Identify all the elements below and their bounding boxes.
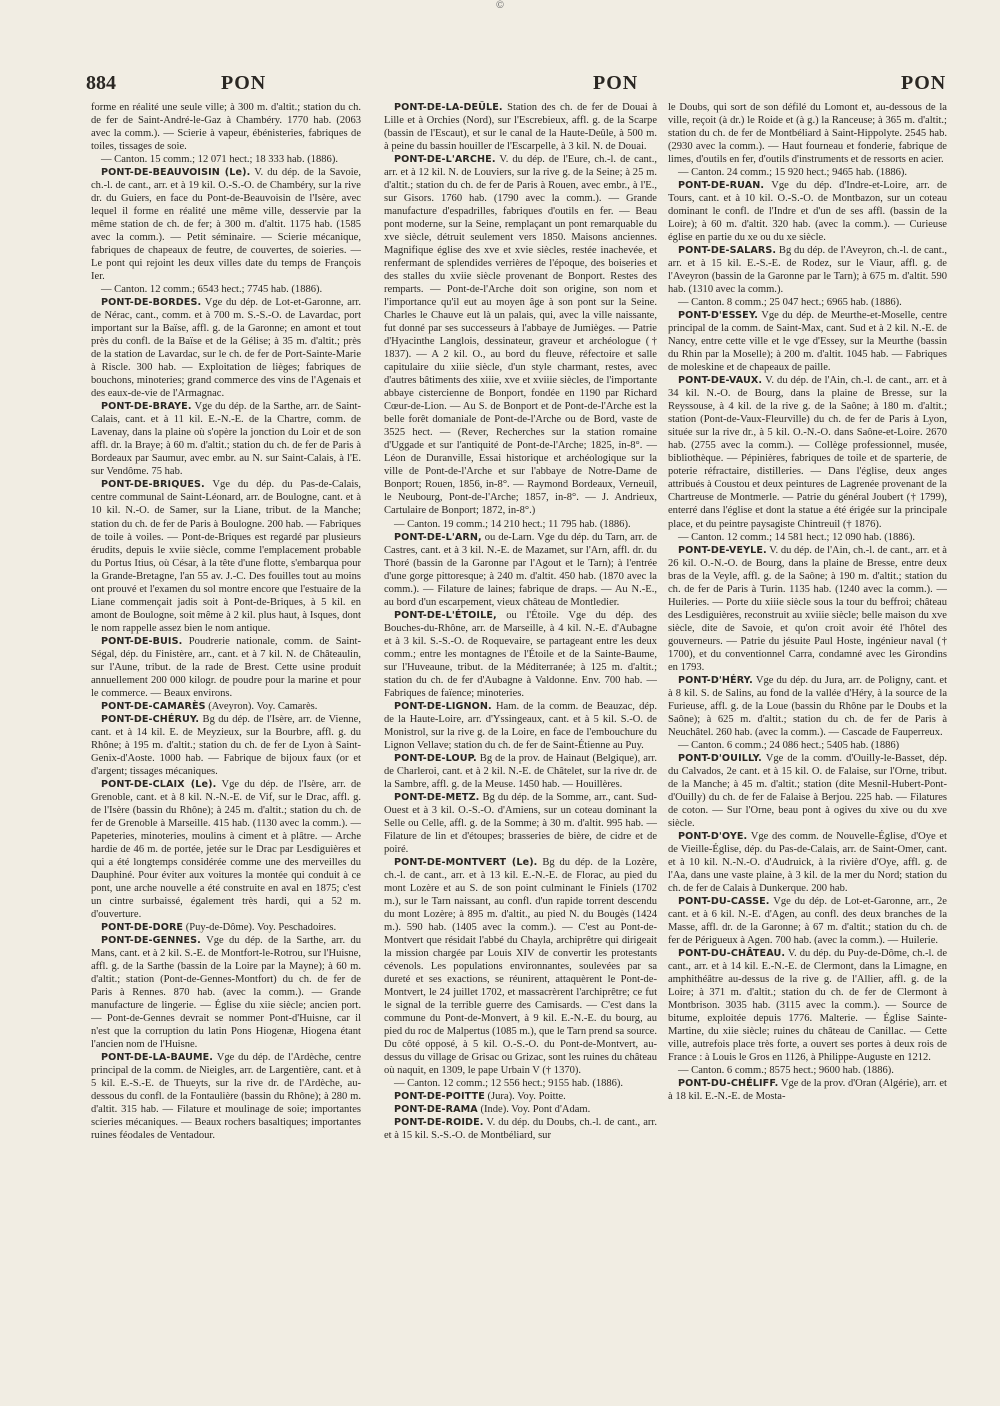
dictionary-entry (91, 296, 361, 400)
entry-text: V. du dép. de l'Ain, ch.-l. de cant., arr. et à 26 kil. O.-N.-O. de Bourg, dans la plaine de Bresse, entre deux bras de la Veyle, affl. g. de la Saône; à 190 m. d'altit.; station du ch. de fer de Paris à Turin. 1135 hab. (1240 avec la comm.). — Huileries. — Porte du xiiie siècle sous la tour du beffroi; château des Lesdiguières, reconstruit au xviiie siècle; belle maison du xve siècle, dite de Savoie, et qu'on croit avoir été l'hôtel des gouverneurs. — Patrie du jésuite Paul Hoste, ingénieur naval († 1700), et du conventionnel Carra, condamné avec les Girondins en 1793. (668, 544, 947, 673)
entry-headword: PONT-DE-VEYLE. (678, 544, 767, 556)
entry-headword: PONT-DE-METZ. (394, 791, 480, 803)
entry-text: Vge du dép. de Meurthe-et-Moselle, centre principal de la comm. de Saint-Max, cant. Sud et à 2 kil. N.-E. de Nancy, entre cette ville et le vge d'Essey, sur la Meurthe (bassin du Rhin par la Moselle); à 200 m. d'altit. 1045 hab. — Fabriques de moleskine et de chapeaux de paille. (668, 310, 947, 374)
entry-text: Vge des comm. de Nouvelle-Église, d'Oye et de Vieille-Église, dép. du Pas-de-Calais, arr. de Saint-Omer, cant. et à 10 kil. N.-N.-O. d'Audruick, à la rivière d'Oye, affl. g. de l'Aa, dans une vaste plaine, à 3 kil. de la mer du Nord; station du ch. de fer de Calais à Dunkerque. 200 hab. (668, 830, 947, 894)
top-mark: © (495, 0, 505, 11)
entry-headword: PONT-D'ESSEY. (678, 310, 759, 322)
entry-headword: PONT-DE-GENNES. (101, 935, 201, 946)
entry-headword: PONT-DE-BRIQUES. (101, 479, 205, 491)
dictionary-entry (91, 1051, 361, 1142)
entry-text: — Canton. 19 comm.; 14 210 hect.; 11 795 hab. (1886). (394, 518, 631, 530)
entry-text: ou l'Étoile. Vge du dép. des Bouches-du-Rhône, arr. de Marseille, à 4 kil. N.-E. d'Aubagne et à 3 kil. S.-S.-O. de Roquevaire, se partageant entre les deux comm.; entre les montagnes de l'Étoile et de la Sainte-Baume, sur l'Huveaune, tribut. de la Méditerranée; à 125 m. d'altit.; station du ch. de fer d'Aubagne à Valdonne. Env. 700 hab. — Fabriques de faïence; minoteries. (384, 609, 657, 699)
entry-text: Bg du dép. de l'Isère, arr. de Vienne, cant. et à 14 kil. E. de Meyzieux, sur la Bourbre, affl. g. du Rhône; à 195 m. d'altit.; station du ch. de fer de Lyon à Saint-Genix-d'Aoste. 1000 hab. — Fabrique de bijoux faux (or et d'argent; tissages mécaniques. (91, 713, 361, 777)
dictionary-entry (384, 609, 657, 700)
dictionary-entry (384, 791, 657, 856)
entry-text: Bg du dép. de la Lozère, ch.-l. de cant., arr. et à 13 kil. E.-N.-E. de Florac, au pied du mont Lozère et au S. de son point culminant le Finiels (1702 m.), sur le Tarn naissant, au confl. d'un rapide torrent descendu du mont Lozère; à 895 m. d'altit., au pied N. du Bougès (1424 m.). 590 hab. (1405 avec la comm.). — C'est au Pont-de-Montvert que résidait l'abbé du Chayla, archiprêtre qui dirigeait la mission chargée par Louis XIV de convertir les protestants cévenols. Les populations environnantes, soulevées par sa dureté et ses exactions, se réunirent, attaquèrent le Pont-de-Montvert, le 24 juillet 1702, et massacrèrent l'archiprêtre; ce fut le signal de la terrible guerre des Camisards. — C'est dans la commune du Pont-de-Monvert, à 9 kil. E.-N.-E. du bourg, au pied du roc de Malpertus (1085 m.), que le Tarn prend sa source. Du côté opposé, à 5 kil. O.-S.-O. du Pont-de-Montvert, au-dessus du village de Grisac ou Grizac, sont les ruines du château où naquit, en 1309, le pape Urbain V († 1370). (384, 856, 657, 1077)
entry-headword: PONT-DE-L'ARN, (394, 531, 482, 543)
entry-headword: PONT-DE-BORDES. (101, 297, 202, 309)
entry-text: Vge de la comm. d'Ouilly-le-Basset, dép. du Calvados, 2e cant. et à 15 kil. O. de Falaise, sur l'Orne, tribut. de la Manche; à 45 m. d'altit.; station (dite Mesnil-Hubert-Pont-d'Ouilly) du ch. de fer de Falaise à Berjou. 225 hab. — Filatures de coton. — Sur l'Orne, beau pont à ogives du xive ou du xve siècle. (668, 752, 947, 829)
dictionary-entry (384, 101, 657, 153)
entry-headword: PONT-DE-DORE (101, 921, 184, 933)
entry-text: Vge du dép. de la Sarthe, arr. du Mans, cant. et à 2 kil. S.-E. de Montfort-le-Rotrou, sur l'Huisne, affl. g. de la Sarthe (bassin de la Loire par la Mayne); à 60 m. d'altit.; station (Pont-de-Gennes-Montfort) du ch. de fer de Paris à Rennes. 870 hab. (avec la comm.). — Grande manufacture de lingerie. — Église du xiie siècle; ancien port. — Pont-de-Gennes devrait se nommer Pont-d'Huisne, car il n'est que la corruption du latin Pons Hiogenæ, Hiogena étant l'ancien nom de l'Huisne. (91, 935, 361, 1051)
entry-text: — Canton. 8 comm.; 25 047 hect.; 6965 hab. (1886). (678, 297, 902, 309)
dictionary-entry (91, 101, 361, 153)
entry-text: Bg de la prov. de Hainaut (Belgique), arr. de Charleroi, cant. et à 2 kil. N.-E. de Châtelet, sur la rive dr. de la Sambre, affl. g. de la Meuse. 1450 hab. — Houillères. (384, 752, 657, 790)
running-headword-right: PON (901, 72, 947, 94)
entry-text: Poudrerie nationale, comm. de Saint-Ségal, dép. du Finistère, arr., cant. et à 7 kil. N. de Châteaulin, sur l'Aune, tribut. de la rade de Brest. Cette usine produit annuellement 200 000 kilogr. de poudre pour la marine et pour le commerce. — Beaux environs. (91, 635, 361, 699)
dictionary-entry (91, 153, 361, 166)
entry-headword: PONT-DE-LIGNON. (394, 700, 492, 712)
dictionary-entry (384, 1116, 657, 1142)
entry-headword: PONT-DE-SALARS. (678, 245, 777, 257)
entry-text: (Inde). Voy. Pont d'Adam. (477, 1104, 591, 1116)
running-headword-left: PON (221, 72, 267, 94)
entry-text: Station des ch. de fer de Douai à Lille et à Orchies (Nord), sur l'Escrebieux, affl. g. de la Scarpe (bassin de l'Escaut), et sur le canal de la Haute-Deûle, à 500 m. à peine du bassin houiller de l'Escarpelle, à 3 kil. N. de Douai. (384, 102, 657, 153)
entry-text: (Aveyron). Voy. Camarès. (205, 700, 318, 712)
entry-text: — Canton. 15 comm.; 12 071 hect.; 18 333 hab. (1886). (101, 154, 338, 166)
entry-headword: PONT-DE-L'ÉTOILE, (394, 609, 497, 621)
entry-text: Vge du dép. du Jura, arr. de Poligny, cant. et à 8 kil. S. de Salins, au fond de la vallée d'Héry, à la source de la Furieuse, affl. g. de la Loue (bassin du Rhône par le Doubs et la Saône); à 625 m. d'altit.; station du ch. de fer de Paris à Neuchâtel. 260 hab. (avec la comm.). — Cascade de Fauperreux. (668, 674, 947, 738)
entry-headword: PONT-D'OUILLY. (678, 752, 762, 764)
entry-headword: PONT-DE-MONTVERT (Le). (394, 856, 538, 868)
entry-headword: PONT-DE-LA-DEÛLE. (394, 102, 503, 113)
entry-headword: PONT-DU-CASSE. (678, 895, 770, 907)
dictionary-entry (668, 531, 947, 544)
entry-text: forme en réalité une seule ville; à 300 m. d'altit.; station du ch. de fer de Saint-André-le-Gaz à Chambéry. 1770 hab. (2063 avec la comm.). — Scierie à vapeur, ébénisteries, fabriques de toiles, tissages de soie. (91, 102, 361, 153)
dictionary-entry (668, 309, 947, 374)
dictionary-entry (91, 778, 361, 921)
entry-headword: PONT-DE-BUIS. (101, 635, 183, 647)
dictionary-entry (91, 934, 361, 1051)
dictionary-entry (384, 752, 657, 791)
entry-text: Vge du dép. de Lot-et-Garonne, arr., 2e cant. et à 6 kil. N.-E. d'Agen, au confl. des deux branches de la Masse, affl. dr. de la Garonne; à 67 m. d'altit.; station du ch. de fer de Périgueux à Agen. 700 hab. (avec la comm.). — Huilerie. (668, 895, 947, 946)
dictionary-entry (668, 544, 947, 674)
entry-text: Vge du dép. du Pas-de-Calais, centre communal de Saint-Léonard, arr. de Boulogne, cant. et à 10 kil. N.-O. de Samer, sur la Liane, tribut. de la Manche; station du ch. de fer de Paris à Boulogne. 200 hab. — Fabriques de toile à voiles. — Pont-de-Briques est regardé par plusieurs érudits, depuis le xviie siècle, comme l'emplacement probable du Portus Itius, où César, à la tête d'une flotte, s'embarqua pour la Grande-Bretagne, l'an 55 av. J.-C. Des fouilles tout au moins ont prouvé et l'examen du sol montre encore que l'estuaire de la Liane commençait jadis soit à Pont-de-Briques, à 5 kil. en amont de Boulogne, soit même à 2 kil. plus haut, à Isques, dont le nom rappelle assez bien le nom antique. (91, 479, 361, 634)
entry-text: V. du dép. du Puy-de-Dôme, ch.-l. de cant., arr. et à 14 kil. E.-N.-E. de Clermont, dans la Limagne, en amphithéâtre au-dessus de la rive g. de l'Allier, affl. g. de la Loire; à 371 m. d'altit.; station du ch. de fer de Clermont à Montbrison. 3035 hab. (3115 avec la comm.). — Source de bitume, exploitée depuis 1776. Malterie. — Église Sainte-Martine, du xiie siècle; ruines du château de Canillac. — Cette ville, autrefois place très forte, a ouvert ses portes à deux rois de France : à Louis le Gros en 1126, à Philippe-Auguste en 1212. (668, 948, 947, 1064)
dictionary-entry (668, 166, 947, 179)
dictionary-entry (668, 179, 947, 244)
entry-headword: PONT-D'OYE. (678, 830, 748, 842)
dictionary-entry (668, 1064, 947, 1077)
entry-text: — Canton. 6 comm.; 24 086 hect.; 5405 hab. (1886) (678, 739, 900, 751)
dictionary-entry (668, 244, 947, 296)
entry-headword: PONT-DE-CAMARÈS (101, 700, 206, 712)
dictionary-entry (668, 895, 947, 947)
dictionary-entry (668, 101, 947, 166)
dictionary-entry (384, 1103, 657, 1116)
entry-text: Ham. de la comm. de Beauzac, dép. de la Haute-Loire, arr. d'Yssingeaux, cant. et à 5 kil. S.-O. de Monistrol, sur la rive g. de la Loire, en face de l'embouchure du Lignon Vellave; station du ch. de fer de Saint-Étienne au Puy. (384, 700, 657, 751)
entry-text: Bg du dép. de la Somme, arr., cant. Sud-Ouest et à 3 kil. O.-S.-O. d'Amiens, sur un coteau dominant la Selle ou Celle, affl. g. de la Somme; à 30 m. d'altit. 995 hab. — Filature de lin et d'étoupes; brasseries de bière, de cidre et de poiré. (384, 791, 657, 855)
entry-text: V. du dép. du Doubs, ch.-l. de cant., arr. et à 15 kil. S.-S.-O. de Montbéliard, sur (384, 1117, 657, 1142)
entry-headword: PONT-D'HÉRY. (678, 674, 753, 686)
entry-headword: PONT-DE-RUAN. (678, 180, 765, 192)
dictionary-entry (91, 478, 361, 634)
dictionary-entry (668, 752, 947, 830)
entry-headword: PONT-DE-RAMA (394, 1104, 478, 1116)
running-headword-center: PON (593, 72, 639, 94)
dictionary-entry (91, 400, 361, 478)
text-column-1 (91, 101, 361, 1391)
entry-text: — Canton. 12 comm.; 6543 hect.; 7745 hab. (1886). (101, 284, 323, 296)
running-header (86, 66, 960, 106)
dictionary-entry (668, 947, 947, 1064)
entry-text: V. du dép. de la Savoie, ch.-l. de cant., arr. et à 19 kil. O.-S.-O. de Chambéry, sur la rive dr. du Guiers, en face du Pont-de-Beauvoisin de l'Isère, avec lequel il forme en réalité une même ville, desservie par la même station de ch. de fer; à 300 m. d'altit. 1175 hab. (1585 avec la comm.). — Petit séminaire. — Scierie mécanique, fabriques de chapeaux de feutre, de couvertes, de soieries. — Le pont qui rejoint les deux villes date du temps de François Ier. (91, 167, 361, 283)
dictionary-entry (668, 739, 947, 752)
text-column-3 (668, 101, 947, 1391)
entry-text: Vge du dép. de la Sarthe, arr. de Saint-Calais, cant. et à 11 kil. E.-N.-E. de la Chartre, comm. de Lavenay, dans la plaine où s'opère la jonction du Loir et de son affl. dr. la Braye; à 60 m. d'altit.; station du ch. de fer de Paris à Bordeaux par Saumur, avec embr. au N. sur Saint-Calais, à l'E. sur Vendôme. 75 hab. (91, 401, 361, 478)
entry-text: Bg du dép. de l'Aveyron, ch.-l. de cant., arr. et à 15 kil. E.-S.-E. de Rodez, sur le Viaur, affl. g. de l'Aveyron (bassin de la Garonne par le Tarn); à 675 m. d'altit. 590 hab. (1310 avec la comm.). (668, 245, 947, 296)
entry-text: Vge du dép. de Lot-et-Garonne, arr. de Nérac, cant., comm. et à 700 m. S.-S.-O. de Lavardac, port important sur la Baïse, affl. g. de la Garonne; en amont et tout près du confl. de la Baïse et de la Gélise; à 35 m. d'altit.; près de la station de Lavardac, sur le ch. de fer de Port-Sainte-Marie à Riscle. 300 hab. — Exploitation de lièges; fabriques de bouchons, minoteries; grand commerce des vins de l'Agenais et des eaux-de-vie de l'Armagnac. (91, 297, 361, 400)
entry-text: V. du dép. de l'Eure, ch.-l. de cant., arr. et à 12 kil. N. de Louviers, sur la rive g. de la Seine; à 25 m. d'altit.; station du ch. de fer de Paris à Rouen, avec embr., à l'E., sur Gisors. 1760 hab. (1790 avec la comm.). — Grande manufacture d'espadrilles, fabriques d'outils en fer. — Beau pont moderne, sur la Seine, remplaçant un pont remarquable du xve siècle, détruit seulement vers 1850. Maisons anciennes. Magnifique église des xve et xvie siècles, restée inachevée, et renfermant de splendides verrières de l'époque, des boiseries et des stalles du xviie siècle provenant de Bonport. Restes des remparts. — Pont-de-l'Arche doit son origine, son nom et l'importance qu'il eut au moyen âge à son pont sur la Seine. Charles le Chauve eut là un palais, qui, avec la ville naissante, fut donné par ses successeurs à l'abbaye de Jumièges. — Patrie d'Hyacinthe Langlois, dessinateur, graveur et archéologue († 1837). — A 2 kil. O., au bord du fleuve, réfectoire et salle capitulaire du xiiie siècle, d'un style charmant, restes, avec d'autres bâtiments des xiiie, xve et xviiie siècles, de l'importante abbaye cistercienne de Bonport, fondée en 1190 par Richard Cœur-de-Lion. — Au S. de Bonport et de Pont-de-l'Arche est la belle forêt domaniale de Pont-de-l'Arche ou de Bord, vaste de 3525 hect. — (Rever, Recherches sur la station romaine d'Uggade et sur l'antiquité de Pont-de-l'Arche; 1825, in-8°. — Léon de Duranville, Essai historique et archéologique sur la ville de Pont-de-l'Arche et sur l'abbaye de Notre-Dame de Bonport; Rouen, 1856, in-8°. — Raymond Bordeaux, Verneuil, le Neubourg, Pont-de-l'Arche; 1857, in-8°. — J. Andrieux, Cartulaire de Bonport; 1872, in-8°.) (384, 154, 657, 517)
dictionary-entry (668, 674, 947, 739)
entry-text: V. du dép. de l'Ain, ch.-l. de cant., arr. et à 34 kil. N.-O. de Bourg, dans la plaine de Bresse, sur la Reyssouse, à 4 kil. de la rive g. de la Saône; à 180 m. d'altit.; station (Pont-de-Vaux-Fleurville) du ch. de fer de Paris à Lyon, située sur la rive dr., à 5 kil. O.-N.-O. dans Saône-et-Loire. 2670 hab. (2755 avec la comm.). — Collège professionnel, musée, bibliothèque. — Pépinières, fabriques de toile et de sparterie, de poterie réfractaire, distilleries. — Dans l'église, deux anges attribués à Coustou et deux peintures de Lagrenée provenant de la Chartreuse de Montmerle. — Patrie du général Joubert († 1799), enterré dans l'église et dont la statue a été érigée sur la principale place, et du peintre paysagiste Chintreuil († 1876). (668, 375, 947, 530)
entry-text: ou de-Larn. Vge du dép. du Tarn, arr. de Castres, cant. et à 3 kil. N.-E. de Mazamet, sur l'Arn, affl. dr. du Thoré (bassin de la Garonne par l'Agout et le Tarn); à l'entrée d'une gorge pittoresque; à 240 m. d'altit. 450 hab. (1870 avec la comm.). — Filature de laines; fabrique de draps. — Au N.-E., au bord d'un escarpement, vieux château de Montledier. (384, 531, 657, 608)
dictionary-entry (384, 856, 657, 1077)
dictionary-entry (91, 283, 361, 296)
dictionary-entry (384, 1077, 657, 1090)
dictionary-entry (91, 921, 361, 934)
entry-text: Vge du dép. d'Indre-et-Loire, arr. de Tours, cant. et à 10 kil. O.-S.-O. de Montbazon, sur un coteau dominant le confl. de l'Indre et d'un de ses affl. (bassin de la Loire); à 60 m. d'altit. 320 hab. (avec la comm.). — Curieuse église en partie du xe ou du xe siècle. (668, 180, 947, 244)
dictionary-entry (91, 635, 361, 700)
entry-headword: PONT-DU-CHÂTEAU. (678, 948, 786, 960)
page-number: 884 (86, 72, 116, 94)
text-column-2 (384, 101, 657, 1391)
entry-headword: PONT-DE-CHÉRUY. (101, 713, 200, 725)
entry-text: — Canton. 24 comm.; 15 920 hect.; 9465 hab. (1886). (678, 167, 908, 179)
entry-text: (Puy-de-Dôme). Voy. Peschadoires. (183, 921, 337, 933)
dictionary-entry (91, 700, 361, 713)
entry-text: Vge du dép. de l'Ardèche, centre principal de la comm. de Nieigles, arr. de Largentière, cant. et à 5 kil. E.-S.-E. de Thueyts, sur la rive dr. de l'Ardèche, au-dessous du confl. de la Fontaulière (bassin du Rhône); à 280 m. d'altit. 315 hab. — Filature et moulinage de soie; importantes scieries mécaniques. — Beaux rochers basaltiques; importantes ruines féodales de Ventadour. (91, 1052, 361, 1142)
dictionary-entry (91, 713, 361, 778)
dictionary-entry (384, 518, 657, 531)
entry-headword: PONT-DE-BEAUVOISIN (Le). (101, 167, 251, 179)
entry-headword: PONT-DE-POITTE (394, 1091, 485, 1103)
entry-text: — Canton. 6 comm.; 8575 hect.; 9600 hab. (1886). (678, 1065, 894, 1077)
entry-text: — Canton. 12 comm.; 14 581 hect.; 12 090 hab. (1886). (678, 531, 915, 543)
dictionary-entry (384, 153, 657, 517)
entry-headword: PONT-DE-VAUX. (678, 375, 763, 387)
entry-headword: PONT-DU-CHÉLIFF. (678, 1078, 779, 1090)
entry-headword: PONT-DE-LOUP. (394, 752, 477, 764)
entry-text: — Canton. 12 comm.; 12 556 hect.; 9155 hab. (1886). (394, 1078, 624, 1090)
dictionary-entry (668, 830, 947, 895)
entry-headword: PONT-DE-CLAIX (Le). (101, 778, 217, 790)
dictionary-entry (91, 166, 361, 283)
entry-text: le Doubs, qui sort de son défilé du Lomont et, au-dessous de la ville, reçoit (à dr.) le Roide et (à g.) la Ranceuse; à 365 m. d'altit.; station du ch. de fer de Montbéliard à Saint-Hippolyte. 2545 hab. (2930 avec la comm.). — Haut fourneau et fonderie, fabrique de limes, d'outils en fer, d'outils d'instruments et de ressorts en acier. (668, 102, 947, 166)
entry-headword: PONT-DE-LA-BAUME. (101, 1052, 214, 1064)
dictionary-entry (384, 531, 657, 609)
entry-headword: PONT-DE-L'ARCHE. (394, 154, 496, 166)
dictionary-entry (668, 374, 947, 530)
dictionary-entry (384, 700, 657, 752)
entry-text: (Jura). Voy. Poitte. (484, 1091, 566, 1103)
entry-text: Vge du dép. de l'Isère, arr. de Grenoble, cant. et à 8 kil. N.-N.-E. de Vif, sur le Drac, affl. g. de l'Isère (bassin du Rhône); à 245 m. d'altit.; station du ch. de fer de Grenoble à Marseille. 415 hab. (1130 avec la comm.). — Papeteries, minoteries, moulins à ciment et à plâtre. — Arche hardie de 46 m. de portée, jetée sur le Drac par Lesdiguières et qui a été longtemps considérée comme une des merveilles du Dauphiné. Pour éviter aux voitures la montée qui conduit à ce pont, une arche nouvelle a été construite en aval en 1875; c'est un cintre surbaissé, également très hardi, qui a 52 m. d'ouverture. (91, 778, 361, 920)
dictionary-entry (668, 296, 947, 309)
entry-text: Vge de la prov. d'Oran (Algérie), arr. et à 18 kil. E.-N.-E. de Mosta- (668, 1078, 947, 1103)
dictionary-entry (384, 1090, 657, 1103)
entry-headword: PONT-DE-BRAYE. (101, 401, 192, 413)
dictionary-entry (668, 1077, 947, 1103)
entry-headword: PONT-DE-ROIDE. (394, 1117, 484, 1129)
